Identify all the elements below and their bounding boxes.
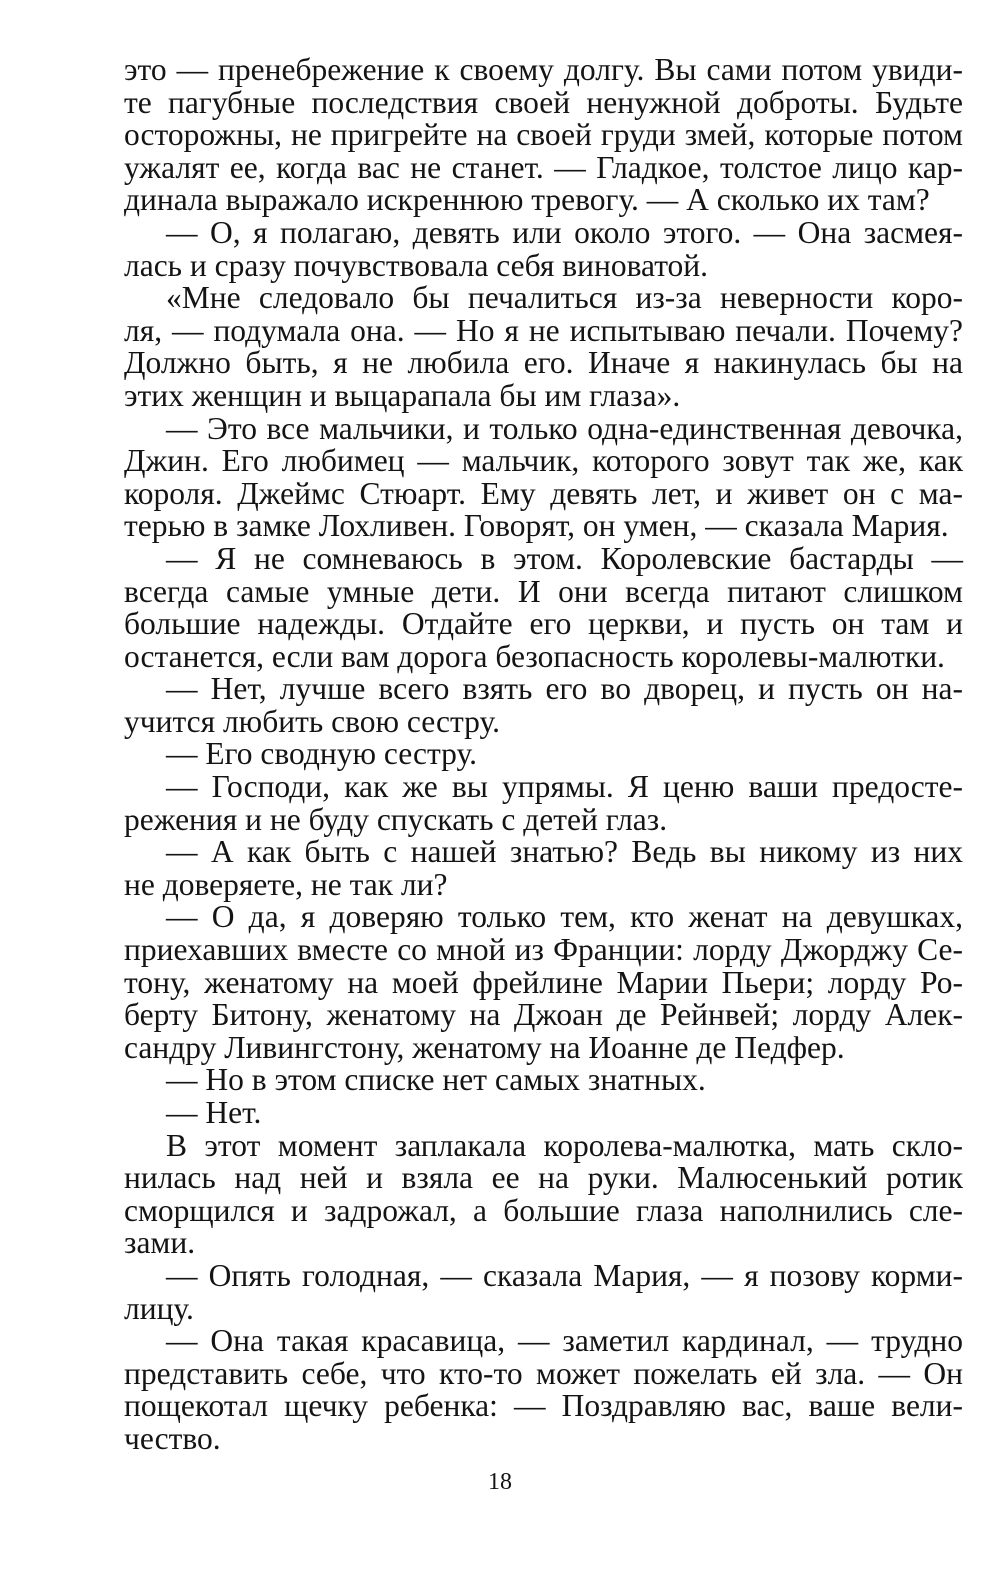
text-line: берту Битону, женатому на Джоан де Рейнвей; лорду Алек- bbox=[124, 997, 963, 1033]
text-line: учится любить свою сестру. bbox=[124, 703, 500, 739]
text-line: — Господи, как же вы упрямы. Я ценю ваши предосте- bbox=[166, 769, 963, 805]
paragraph bbox=[124, 214, 963, 283]
text-line: — А как быть с нашей знатью? Ведь вы никому из них bbox=[166, 834, 963, 870]
paragraph bbox=[124, 1325, 963, 1455]
text-line: В этот момент заплакала королева-малютка, мать скло- bbox=[166, 1127, 963, 1163]
text-line: ля, — подумала она. — Но я не испытываю печали. Почему? bbox=[124, 312, 963, 348]
text-line: осторожны, не пригрейте на своей груди змей, которые потом bbox=[124, 117, 963, 153]
paragraph bbox=[124, 54, 963, 217]
paragraph bbox=[124, 540, 963, 674]
text-line: лицу. bbox=[124, 1290, 194, 1326]
text-line: не доверяете, не так ли? bbox=[124, 866, 448, 902]
text-line: — О, я полагаю, девять или около этого. — Она засмея- bbox=[166, 214, 963, 250]
text-line: нилась над ней и взяла ее на руки. Малюсенький ротик bbox=[124, 1160, 963, 1196]
text-line: чество. bbox=[124, 1420, 221, 1456]
text-line: приехавших вместе со мной из Франции: лорду Джорджу Се- bbox=[124, 932, 963, 968]
paragraph bbox=[124, 901, 963, 1064]
paragraph bbox=[124, 836, 963, 901]
paragraph bbox=[124, 1127, 963, 1261]
text-line: — Опять голодная, — сказала Мария, — я позову корми- bbox=[166, 1257, 963, 1293]
text-line: лась и сразу почувствовала себя виноватой. bbox=[124, 247, 709, 283]
text-line: ужалят ее, когда вас не станет. — Гладкое, толстое лицо кар- bbox=[124, 149, 963, 185]
text-line: зами. bbox=[124, 1225, 196, 1261]
text-line: — О да, я доверяю только тем, кто женат на девушках, bbox=[166, 899, 963, 935]
text-line: представить себе, что кто-то может пожелать ей зла. — Он bbox=[124, 1355, 963, 1391]
text-line: «Мне следовало бы печалиться из-за неверности коро- bbox=[166, 280, 963, 316]
text-line: сморщился и задрожал, а большие глаза наполнились сле- bbox=[124, 1192, 963, 1228]
text-line: — Нет. bbox=[166, 1095, 262, 1130]
text-line: динала выражало искреннюю тревогу. — А сколько их там? bbox=[124, 182, 930, 218]
text-line: те пагубные последствия своей ненужной доброты. Будьте bbox=[124, 84, 963, 120]
paragraph bbox=[124, 410, 963, 544]
text-line: останется, если вам дорога безопасность королевы-малютки. bbox=[124, 638, 945, 674]
text-line: сандру Ливингстону, женатому на Иоанне де Педфер. bbox=[124, 1029, 845, 1065]
paragraph bbox=[124, 771, 963, 836]
text-line: — Но в этом списке нет самых знатных. bbox=[166, 1062, 706, 1098]
text-line: этих женщин и выцарапала бы им глаза». bbox=[124, 377, 681, 413]
text-line: — Его сводную сестру. bbox=[166, 736, 477, 772]
paragraph bbox=[124, 1257, 963, 1326]
paragraph bbox=[124, 673, 963, 738]
text-line: режения и не буду спускать с детей глаз. bbox=[124, 801, 668, 837]
paragraph bbox=[124, 282, 963, 412]
text-line: — Нет, лучше всего взять его во дворец, и пусть он на- bbox=[166, 671, 963, 707]
paragraph bbox=[124, 1064, 963, 1097]
paragraph bbox=[124, 1097, 963, 1130]
text-line: — Я не сомневаюсь в этом. Королевские бастарды — bbox=[166, 540, 963, 576]
text-line: это — пренебрежение к своему долгу. Вы сами потом увиди- bbox=[124, 52, 963, 87]
page-body bbox=[124, 54, 963, 1456]
text-line: Джин. Его любимец — мальчик, которого зовут так же, как bbox=[124, 443, 963, 479]
paragraph bbox=[124, 738, 963, 771]
text-line: всегда самые умные дети. И они всегда питают слишком bbox=[124, 573, 963, 609]
text-line: Должно быть, я не любила его. Иначе я накинулась бы на bbox=[124, 345, 963, 381]
text-line: терью в замке Лохливен. Говорят, он умен, — сказала Мария. bbox=[124, 508, 949, 544]
text-line: пощекотал щечку ребенка: — Поздравляю вас, ваше вели- bbox=[124, 1388, 963, 1424]
text-line: короля. Джеймс Стюарт. Ему девять лет, и живет он с ма- bbox=[124, 475, 963, 511]
text-line: большие надежды. Отдайте его церкви, и пусть он там и bbox=[124, 606, 963, 642]
page-number: 18 bbox=[488, 1469, 512, 1495]
text-line: тону, женатому на моей фрейлине Марии Пьери; лорду Ро- bbox=[124, 964, 963, 1000]
text-line: — Это все мальчики, и только одна-единственная девочка, bbox=[166, 410, 963, 446]
text-line: — Она такая красавица, — заметил кардинал, — трудно bbox=[166, 1323, 963, 1359]
